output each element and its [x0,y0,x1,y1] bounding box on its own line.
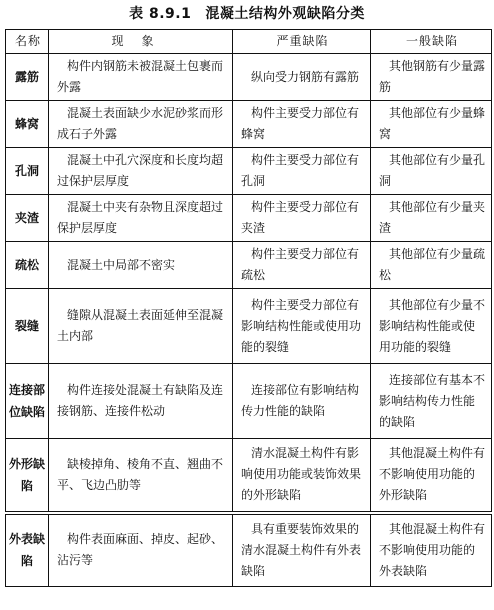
row-general: 其他部位有少量孔洞 [371,148,492,195]
row-general: 其他混凝土构件有不影响使用功能的外形缺陷 [371,439,492,513]
table-row [6,101,492,148]
row-severe: 连接部位有影响结构传力性能的缺陷 [233,364,371,439]
header-severe: 严重缺陷 [233,30,371,54]
header-row [6,30,492,54]
table-header [6,30,492,54]
row-general: 其他部位有少量疏松 [371,242,492,289]
row-phenomenon: 混凝土中夹有杂物且深度超过保护层厚度 [49,195,233,242]
defect-classification-table [5,29,492,587]
row-name: 裂缝 [6,289,49,364]
table-title [0,3,494,23]
row-phenomenon: 构件内钢筋未被混凝土包裹而外露 [49,54,233,101]
row-name: 疏松 [6,242,49,289]
table-row [6,439,492,513]
row-name: 连接部位缺陷 [6,364,49,439]
row-phenomenon: 混凝土表面缺少水泥砂浆而形成石子外露 [49,101,233,148]
row-severe: 清水混凝土构件有影响使用功能或装饰效果的外形缺陷 [233,439,371,513]
row-phenomenon: 缺棱掉角、棱角不直、翘曲不平、飞边凸肋等 [49,439,233,513]
header-phenomenon: 现象 [49,30,233,54]
row-general: 其他钢筋有少量露筋 [371,54,492,101]
table-number: 表 8.9.1 [129,6,192,22]
row-name: 夹渣 [6,195,49,242]
table-body [6,54,492,587]
row-severe: 构件主要受力部位有蜂窝 [233,101,371,148]
row-name: 露筋 [6,54,49,101]
table-row [6,242,492,289]
row-general: 其他部位有少量夹渣 [371,195,492,242]
header-name: 名称 [6,30,49,54]
table-row [6,364,492,439]
row-severe: 构件主要受力部位有夹渣 [233,195,371,242]
row-severe: 构件主要受力部位有疏松 [233,242,371,289]
row-phenomenon: 构件连接处混凝土有缺陷及连接钢筋、连接件松动 [49,364,233,439]
header-general: 一般缺陷 [371,30,492,54]
table-caption: 混凝土结构外观缺陷分类 [205,6,365,22]
row-severe: 构件主要受力部位有影响结构性能或使用功能的裂缝 [233,289,371,364]
row-severe: 纵向受力钢筋有露筋 [233,54,371,101]
table-row [6,289,492,364]
row-general: 其他部位有少量不影响结构性能或使用功能的裂缝 [371,289,492,364]
row-general: 连接部位有基本不影响结构传力性能的缺陷 [371,364,492,439]
row-phenomenon: 缝隙从混凝土表面延伸至混凝土内部 [49,289,233,364]
row-severe: 构件主要受力部位有孔洞 [233,148,371,195]
row-phenomenon: 混凝土中孔穴深度和长度均超过保护层厚度 [49,148,233,195]
table-row [6,513,492,587]
row-general: 其他部位有少量蜂窝 [371,101,492,148]
table-row [6,54,492,101]
row-phenomenon: 构件表面麻面、掉皮、起砂、沾污等 [49,513,233,587]
table-row [6,195,492,242]
row-severe: 具有重要装饰效果的清水混凝土构件有外表缺陷 [233,513,371,587]
row-name: 外形缺陷 [6,439,49,513]
row-name: 蜂窝 [6,101,49,148]
row-name: 孔洞 [6,148,49,195]
row-phenomenon: 混凝土中局部不密实 [49,242,233,289]
table-row [6,148,492,195]
row-general: 其他混凝土构件有不影响使用功能的外表缺陷 [371,513,492,587]
row-name: 外表缺陷 [6,513,49,587]
